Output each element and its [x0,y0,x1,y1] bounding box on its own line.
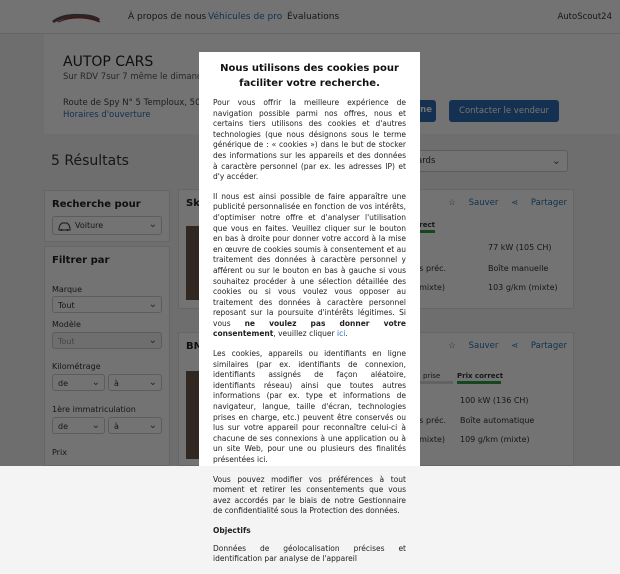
refuse-cookies-link[interactable]: ici [336,329,346,339]
cookie-objectives-heading: Objectifs [213,525,251,535]
cookie-paragraph-consent: Il nous est ainsi possible de faire apparaître une publicité personnalisée en fonction de vos intérêts, d'optimiser notre offre et d'analyser l'utilisation que vous en faites. Veuillez cliquer sur le bouton en bas à droite pour donner votre accord à la mise en œuvre de cookies soumis à consentement et au traitement des données à caractère personnel y afférent ou sur le bouton en bas à gauche si vous souhaitez procéder à une sélection détaillée des cookies ou si vous voulez vous opposer au traitement des données à caractère personnel reposant sur la poursuite d'intérêts légitimes. Si vous ne voulez pas donner votre consentement, veuillez cliquer ici. [213,191,406,339]
cookie-consent-modal [199,52,420,564]
cookie-modal-title: Nous utilisons des cookies pour faciliter votre recherche. [220,63,399,89]
no-consent-emphasis: ne voulez pas donner votre consentement [213,318,406,339]
cookie-paragraph-identifiers: Les cookies, appareils ou identifiants en ligne similaires (par ex. identifiants de connexion, identifiants assignés de façon aléatoire, identifiants réseau) ainsi que toutes autres informations (par ex. type et informations de navigateur, langue, taille d'écran, technologies prises en charge, etc.) peuvent être conservés ou lus sur votre appareil pour reconnaître celui-ci à chacune de ses connexions à une application ou à un site Web, pour une ou plusieurs des finalités présentées ici. [213,349,406,464]
cookie-objective-geolocation: Données de géolocalisation précises et identification par analyse de l'appareil [213,543,406,564]
cookie-modal-body [213,98,406,574]
cookie-paragraph-intro: Pour vous offrir la meilleure expérience de navigation possible parmi nos offres, nous et certains tiers utilisons des cookies et d'autres technologies (que nous désignons sous le terme générique de : « cookies ») dans le but de stocker des informations sur les appareils et des données à caractère personnel (par ex. les adresses IP) et d'y accéder. [213,98,406,182]
cookie-paragraph-preferences: Vous pouvez modifier vos préférences à tout moment et retirer les consentements que vous avez accordés par le biais de notre Gestionnaire de confidentialité sous la Protection des données. [213,474,406,516]
